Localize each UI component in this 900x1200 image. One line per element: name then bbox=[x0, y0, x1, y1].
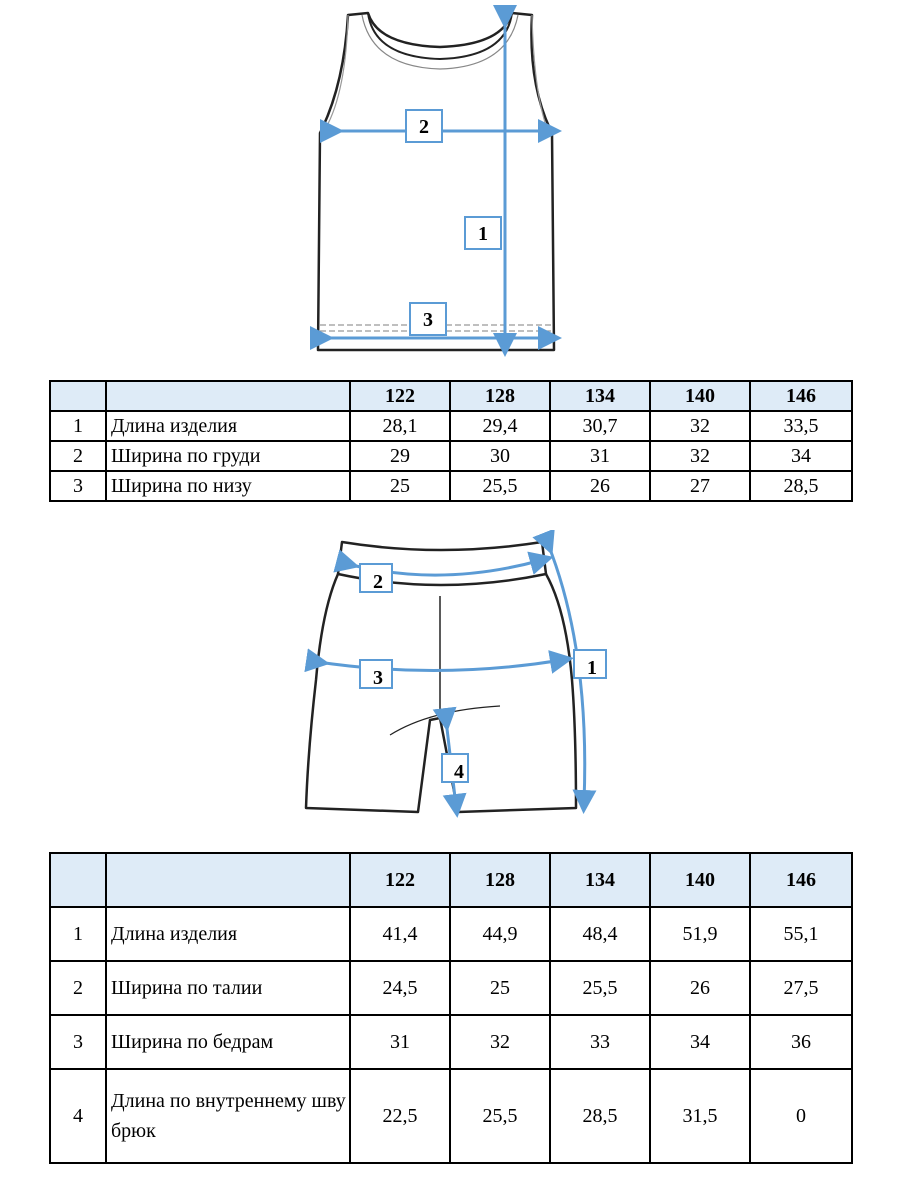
marker-label: 4 bbox=[454, 761, 464, 783]
table-header-row bbox=[50, 853, 852, 907]
table-cell: 30 bbox=[450, 441, 550, 471]
table-cell: 29,4 bbox=[450, 411, 550, 441]
table-row bbox=[50, 411, 852, 441]
header-cell bbox=[50, 381, 106, 411]
table-cell: 25,5 bbox=[450, 1069, 550, 1163]
table-cell: 29 bbox=[350, 441, 450, 471]
shorts-diagram bbox=[290, 530, 610, 830]
row-number: 1 bbox=[50, 411, 106, 441]
table-row bbox=[50, 1015, 852, 1069]
marker-label: 1 bbox=[478, 223, 488, 245]
table-row bbox=[50, 471, 852, 501]
measurement-name: Ширина по низу bbox=[106, 471, 350, 501]
table-row bbox=[50, 441, 852, 471]
table-cell: 28,5 bbox=[550, 1069, 650, 1163]
table-cell: 36 bbox=[750, 1015, 852, 1069]
row-number: 2 bbox=[50, 961, 106, 1015]
measurement-name: Ширина по талии bbox=[106, 961, 350, 1015]
row-number: 1 bbox=[50, 907, 106, 961]
table-cell: 44,9 bbox=[450, 907, 550, 961]
table-cell: 31 bbox=[550, 441, 650, 471]
table-cell: 31,5 bbox=[650, 1069, 750, 1163]
table-cell: 25,5 bbox=[450, 471, 550, 501]
shorts-measure-labels bbox=[360, 564, 606, 783]
table-cell: 33 bbox=[550, 1015, 650, 1069]
row-number: 3 bbox=[50, 1015, 106, 1069]
size-header: 140 bbox=[650, 381, 750, 411]
size-header: 128 bbox=[450, 381, 550, 411]
table-cell: 27 bbox=[650, 471, 750, 501]
table-cell: 32 bbox=[650, 441, 750, 471]
table-cell: 33,5 bbox=[750, 411, 852, 441]
marker-label: 3 bbox=[373, 667, 383, 689]
marker-label: 2 bbox=[419, 116, 429, 138]
table-cell: 27,5 bbox=[750, 961, 852, 1015]
table-cell: 0 bbox=[750, 1069, 852, 1163]
table-cell: 34 bbox=[650, 1015, 750, 1069]
marker-label: 3 bbox=[423, 309, 433, 331]
tank-measure-labels bbox=[406, 110, 501, 335]
table-header-row bbox=[50, 381, 852, 411]
shorts-size-table bbox=[49, 852, 853, 1164]
row-number: 2 bbox=[50, 441, 106, 471]
table-cell: 24,5 bbox=[350, 961, 450, 1015]
size-header: 134 bbox=[550, 853, 650, 907]
size-header: 122 bbox=[350, 853, 450, 907]
table-cell: 25 bbox=[350, 471, 450, 501]
header-cell bbox=[106, 381, 350, 411]
table-cell: 32 bbox=[650, 411, 750, 441]
table-cell: 51,9 bbox=[650, 907, 750, 961]
size-header: 134 bbox=[550, 381, 650, 411]
measurement-name: Длина по внутреннему шву брюк bbox=[106, 1069, 350, 1163]
measurement-name: Длина изделия bbox=[106, 411, 350, 441]
size-header: 122 bbox=[350, 381, 450, 411]
header-cell bbox=[50, 853, 106, 907]
table-cell: 26 bbox=[650, 961, 750, 1015]
size-header: 128 bbox=[450, 853, 550, 907]
table-cell: 32 bbox=[450, 1015, 550, 1069]
table-cell: 41,4 bbox=[350, 907, 450, 961]
table-cell: 34 bbox=[750, 441, 852, 471]
table-cell: 25 bbox=[450, 961, 550, 1015]
marker-label: 2 bbox=[373, 571, 383, 593]
table-row bbox=[50, 907, 852, 961]
size-header: 140 bbox=[650, 853, 750, 907]
table-cell: 25,5 bbox=[550, 961, 650, 1015]
row-number: 4 bbox=[50, 1069, 106, 1163]
table-row bbox=[50, 1069, 852, 1163]
tank-measure-arrows bbox=[322, 17, 550, 345]
tank-top-outline bbox=[318, 13, 554, 350]
marker-label: 1 bbox=[587, 657, 597, 679]
table-cell: 28,1 bbox=[350, 411, 450, 441]
size-header: 146 bbox=[750, 853, 852, 907]
measurement-name: Ширина по груди bbox=[106, 441, 350, 471]
table-cell: 26 bbox=[550, 471, 650, 501]
row-number: 3 bbox=[50, 471, 106, 501]
table-cell: 55,1 bbox=[750, 907, 852, 961]
header-cell bbox=[106, 853, 350, 907]
table-cell: 30,7 bbox=[550, 411, 650, 441]
table-cell: 48,4 bbox=[550, 907, 650, 961]
tank-top-size-table bbox=[49, 380, 853, 502]
size-header: 146 bbox=[750, 381, 852, 411]
table-cell: 22,5 bbox=[350, 1069, 450, 1163]
table-cell: 28,5 bbox=[750, 471, 852, 501]
table-row bbox=[50, 961, 852, 1015]
table-cell: 31 bbox=[350, 1015, 450, 1069]
tank-top-diagram bbox=[300, 5, 580, 360]
measurement-name: Длина изделия bbox=[106, 907, 350, 961]
measurement-name: Ширина по бедрам bbox=[106, 1015, 350, 1069]
